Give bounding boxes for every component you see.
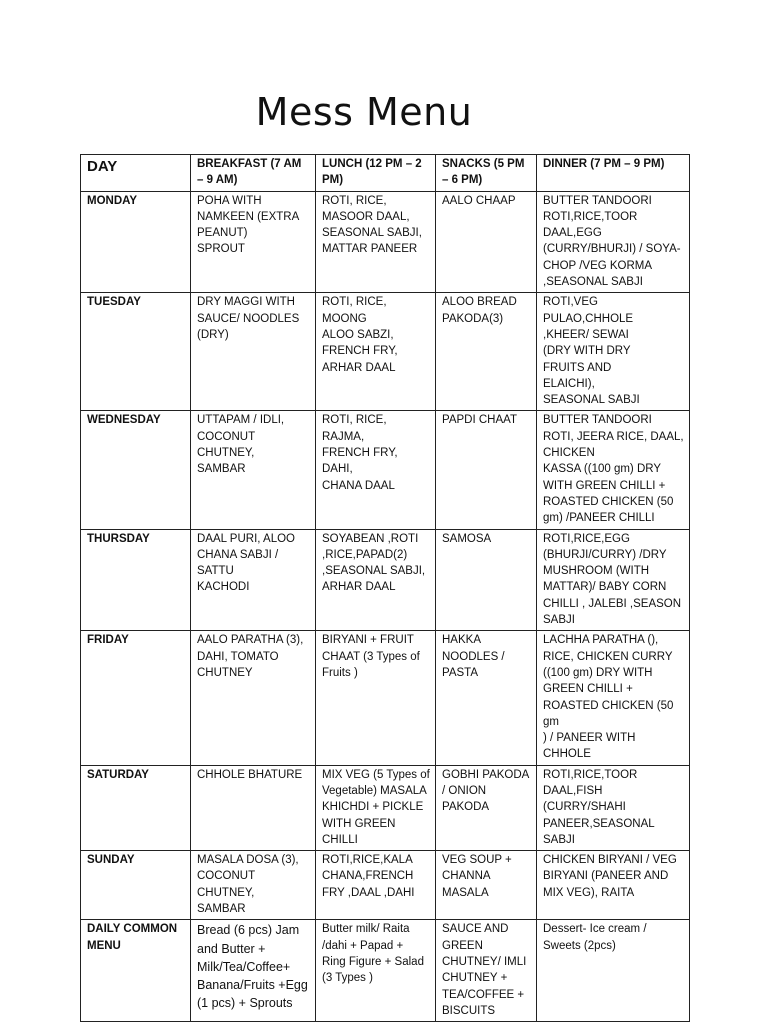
- day-cell: THURSDAY: [81, 529, 191, 631]
- breakfast-cell: MASALA DOSA (3), COCONUT CHUTNEY, SAMBAR: [191, 851, 316, 920]
- header-row: [81, 155, 690, 192]
- lunch-cell: ROTI, RICE, MOONG ALOO SABZI, FRENCH FRY, ARHAR DAAL: [316, 293, 436, 411]
- header-lunch: LUNCH (12 PM – 2 PM): [316, 155, 436, 192]
- table-row: [81, 765, 690, 850]
- dinner-cell: Dessert- Ice cream / Sweets (2pcs): [537, 920, 690, 1022]
- snacks-cell: HAKKA NOODLES / PASTA: [436, 631, 537, 765]
- lunch-cell: Butter milk/ Raita /dahi + Papad + Ring Figure + Salad (3 Types ): [316, 920, 436, 1022]
- snacks-cell: AALO CHAAP: [436, 191, 537, 293]
- dinner-cell: BUTTER TANDOORI ROTI, JEERA RICE, DAAL, CHICKEN KASSA ((100 gm) DRY WITH GREEN CHILLI + ROASTED CHICKEN (50 gm) /PANEER CHILLI: [537, 411, 690, 529]
- table-row: [81, 920, 690, 1022]
- day-cell: DAILY COMMON MENU: [81, 920, 191, 1022]
- day-cell: SUNDAY: [81, 851, 191, 920]
- snacks-cell: GOBHI PAKODA / ONION PAKODA: [436, 765, 537, 850]
- day-cell: MONDAY: [81, 191, 191, 293]
- page-title: Mess Menu: [255, 90, 473, 134]
- snacks-cell: VEG SOUP + CHANNA MASALA: [436, 851, 537, 920]
- day-cell: TUESDAY: [81, 293, 191, 411]
- mess-menu-table: [80, 154, 690, 1022]
- lunch-cell: ROTI, RICE, RAJMA, FRENCH FRY, DAHI, CHANA DAAL: [316, 411, 436, 529]
- breakfast-cell: DAAL PURI, ALOO CHANA SABJI / SATTU KACHODI: [191, 529, 316, 631]
- day-cell: SATURDAY: [81, 765, 191, 850]
- table-row: [81, 191, 690, 293]
- breakfast-cell: DRY MAGGI WITH SAUCE/ NOODLES (DRY): [191, 293, 316, 411]
- breakfast-cell: UTTAPAM / IDLI, COCONUT CHUTNEY, SAMBAR: [191, 411, 316, 529]
- dinner-cell: ROTI,RICE,TOOR DAAL,FISH (CURRY/SHAHI PANEER,SEASONAL SABJI: [537, 765, 690, 850]
- table-row: [81, 529, 690, 631]
- lunch-cell: ROTI, RICE, MASOOR DAAL, SEASONAL SABJI, MATTAR PANEER: [316, 191, 436, 293]
- dinner-cell: ROTI,RICE,EGG (BHURJI/CURRY) /DRY MUSHROOM (WITH MATTAR)/ BABY CORN CHILLI , JALEBI ,SEASON SABJI: [537, 529, 690, 631]
- breakfast-cell: POHA WITH NAMKEEN (EXTRA PEANUT) SPROUT: [191, 191, 316, 293]
- header-breakfast: BREAKFAST (7 AM – 9 AM): [191, 155, 316, 192]
- lunch-cell: MIX VEG (5 Types of Vegetable) MASALA KHICHDI + PICKLE WITH GREEN CHILLI: [316, 765, 436, 850]
- table-row: [81, 293, 690, 411]
- lunch-cell: ROTI,RICE,KALA CHANA,FRENCH FRY ,DAAL ,DAHI: [316, 851, 436, 920]
- lunch-cell: BIRYANI + FRUIT CHAAT (3 Types of Fruits ): [316, 631, 436, 765]
- table-row: [81, 631, 690, 765]
- table-row: [81, 411, 690, 529]
- dinner-cell: BUTTER TANDOORI ROTI,RICE,TOOR DAAL,EGG (CURRY/BHURJI) / SOYA- CHOP /VEG KORMA ,SEASONAL SABJI: [537, 191, 690, 293]
- snacks-cell: SAMOSA: [436, 529, 537, 631]
- lunch-cell: SOYABEAN ,ROTI ,RICE,PAPAD(2) ,SEASONAL SABJI, ARHAR DAAL: [316, 529, 436, 631]
- breakfast-cell: CHHOLE BHATURE: [191, 765, 316, 850]
- snacks-cell: ALOO BREAD PAKODA(3): [436, 293, 537, 411]
- dinner-cell: CHICKEN BIRYANI / VEG BIRYANI (PANEER AND MIX VEG), RAITA: [537, 851, 690, 920]
- day-cell: FRIDAY: [81, 631, 191, 765]
- dinner-cell: LACHHA PARATHA (), RICE, CHICKEN CURRY ((100 gm) DRY WITH GREEN CHILLI + ROASTED CHICKEN (50 gm ) / PANEER WITH CHHOLE: [537, 631, 690, 765]
- breakfast-cell: AALO PARATHA (3), DAHI, TOMATO CHUTNEY: [191, 631, 316, 765]
- table-row: [81, 851, 690, 920]
- dinner-cell: ROTI,VEG PULAO,CHHOLE ,KHEER/ SEWAI (DRY WITH DRY FRUITS AND ELAICHI), SEASONAL SABJI: [537, 293, 690, 411]
- header-snacks: SNACKS (5 PM – 6 PM): [436, 155, 537, 192]
- day-cell: WEDNESDAY: [81, 411, 191, 529]
- header-dinner: DINNER (7 PM – 9 PM): [537, 155, 690, 192]
- snacks-cell: SAUCE AND GREEN CHUTNEY/ IMLI CHUTNEY + TEA/COFFEE + BISCUITS: [436, 920, 537, 1022]
- snacks-cell: PAPDI CHAAT: [436, 411, 537, 529]
- breakfast-cell: Bread (6 pcs) Jam and Butter + Milk/Tea/Coffee+ Banana/Fruits +Egg (1 pcs) + Sprouts: [191, 920, 316, 1022]
- header-day: DAY: [81, 155, 191, 192]
